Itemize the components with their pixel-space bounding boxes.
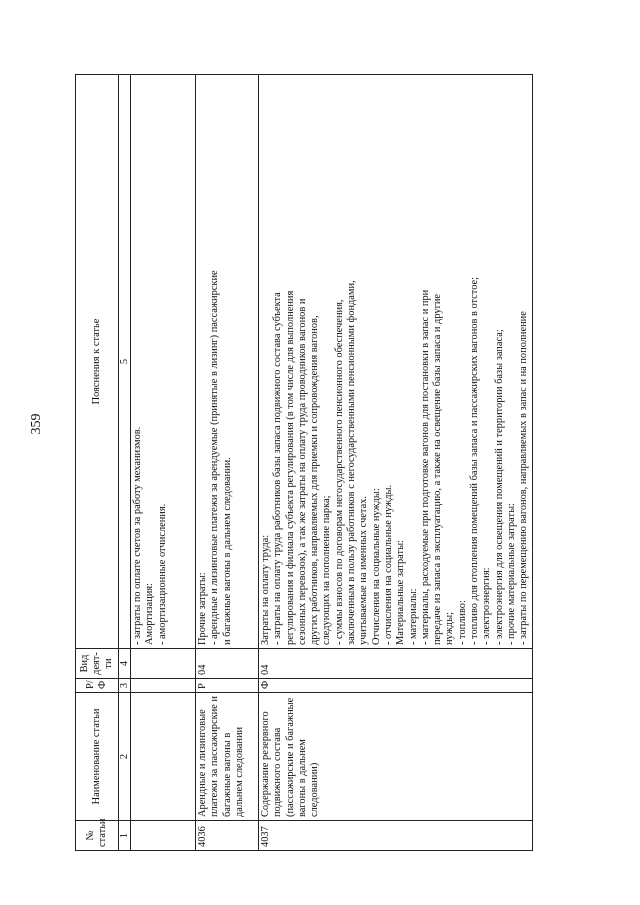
item-rf: Ф <box>259 679 533 693</box>
text-line: - электроэнергия для освещения помещений и территории базы запаса; <box>493 329 505 645</box>
text-line: сезонных перевозок), а так же затраты на оплату труда проводников вагонов и <box>296 298 308 645</box>
table-row <box>196 75 259 851</box>
header-num: № статьи <box>76 821 119 851</box>
text-line: - материалы: <box>407 588 419 645</box>
text-line: - затраты по оплате счетов за работу механизмов. <box>132 426 143 645</box>
column-number: 1 <box>119 821 131 851</box>
column-number: 2 <box>119 693 131 821</box>
explanation-cell <box>131 75 196 649</box>
explanation-cell <box>196 75 259 649</box>
text-line: заключенным в пользу работников с негосударственными пенсионными фондами, <box>346 280 358 645</box>
item-number: 4036 <box>196 821 259 851</box>
text-line: Затраты на оплату труда: <box>260 534 271 645</box>
header-rf: Р/ Ф <box>76 679 119 693</box>
text-line: - топливо: <box>456 600 468 645</box>
text-line: регулирования и филиала субъекта регулирования (в том числе для выполнения <box>284 290 296 645</box>
item-name: Содержание резервного подвижного состава (пассажирские и багажные вагоны в дальнем следовании) <box>259 693 533 821</box>
text-line: нужды; <box>444 612 456 645</box>
column-number: 5 <box>119 75 131 649</box>
item-name: Арендные и лизинговые платежи за пассажирские и багажные вагоны в дальнем следовании <box>196 693 259 821</box>
tariff-items-table <box>75 74 533 851</box>
text-line: Отчисления на социальные нужды: <box>370 488 382 645</box>
item-rf: Р <box>196 679 259 693</box>
item-activity: 04 <box>196 649 259 679</box>
text-line: передаче из запаса в эксплуатацию, а также на освещение базы запаса и другие <box>432 293 444 645</box>
text-line: Прочие затраты: <box>197 572 208 645</box>
column-number: 4 <box>119 649 131 679</box>
text-line: - затраты на оплату труда работников базы запаса подвижного состава субъекта <box>272 292 284 645</box>
text-line: - затраты по перемещению вагонов, направляемых в запас и на пополнение <box>518 311 530 645</box>
text-line: - суммы взносов по договорам негосударственного пенсионного обеспечения, <box>333 299 345 645</box>
document-table-rotated <box>75 75 555 851</box>
page-number: 359 <box>29 413 44 435</box>
column-number-row <box>119 75 131 851</box>
explanation-cell <box>259 75 533 649</box>
header-explanation: Пояснения к статье <box>76 75 119 649</box>
text-line: следующих на пополнение парка; <box>321 495 333 645</box>
header-activity: Вид деят-ти <box>76 649 119 679</box>
text-line: других работников, направляемых для приемки и сопровождения вагонов, <box>309 315 321 645</box>
text-line: Амортизация: <box>144 583 156 645</box>
text-line: - арендные и лизинговые платежи за арендуемые (принятые в лизинг) пассажирские <box>209 270 221 645</box>
header-row <box>76 75 119 851</box>
table-row <box>259 75 533 851</box>
text-line: - амортизационные отчисления. <box>156 503 168 645</box>
text-line: и багажные вагоны в дальнем следовании. <box>221 457 233 645</box>
text-line: - прочие материальные затраты: <box>505 503 517 645</box>
header-name: Наименование статьи <box>76 693 119 821</box>
text-line: Материальные затраты: <box>395 540 407 645</box>
text-line: учитываемые на именных счетах. <box>358 496 370 645</box>
item-activity: 04 <box>259 649 533 679</box>
column-number: 3 <box>119 679 131 693</box>
item-number: 4037 <box>259 821 533 851</box>
text-line: - отчисления на социальные нужды. <box>382 484 394 645</box>
text-line: - электроэнергия: <box>481 567 493 645</box>
text-line: - материалы, расходуемые при подготовке вагонов для постановки в запас и при <box>419 289 431 645</box>
continuation-row <box>131 75 196 851</box>
text-line: - топливо для отопления помещений базы запаса и пассажирских вагонов в отстое; <box>469 276 481 645</box>
